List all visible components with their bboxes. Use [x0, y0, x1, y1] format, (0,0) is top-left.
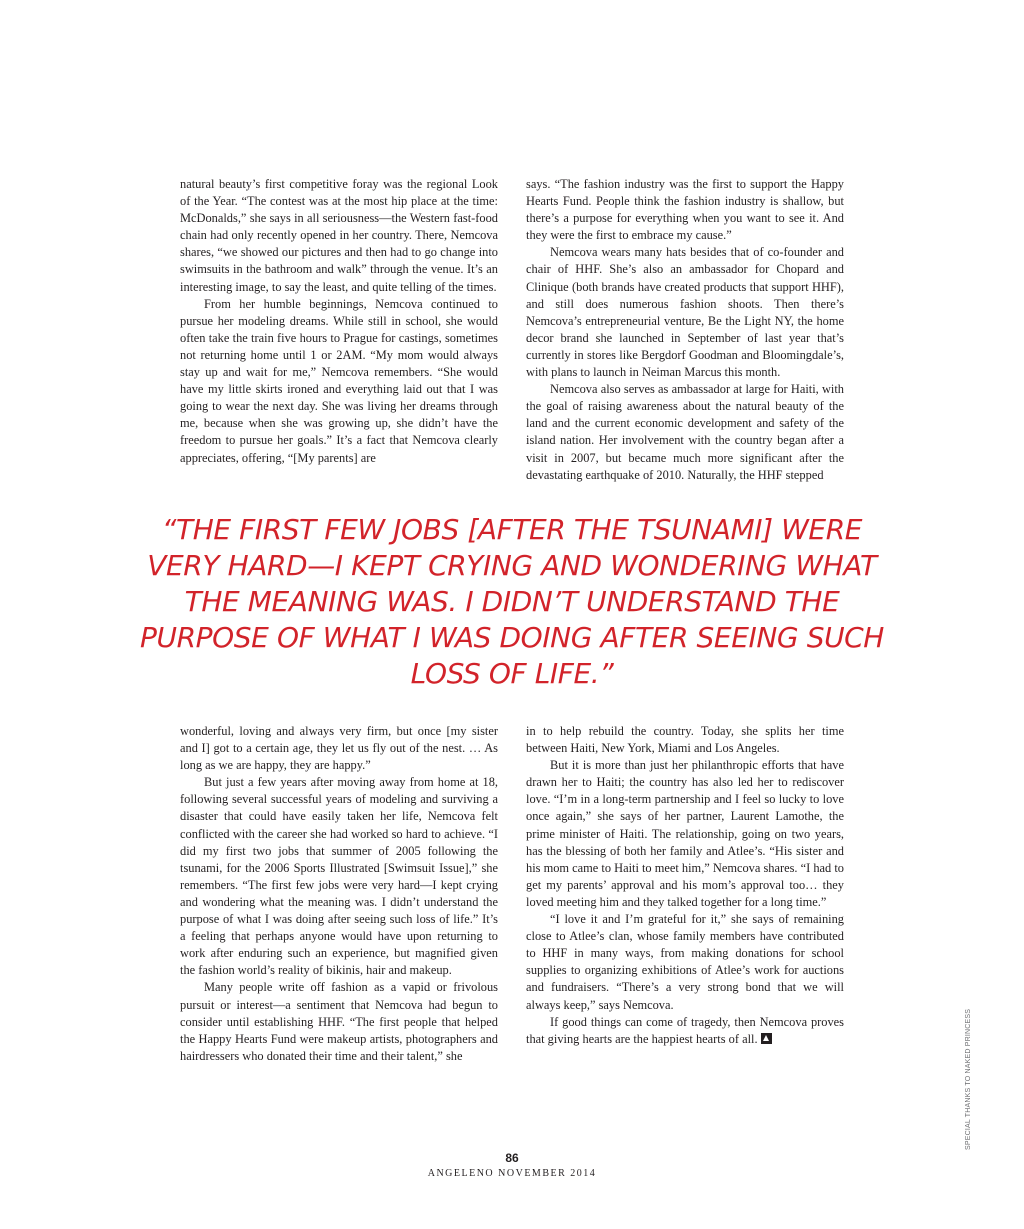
angeleno-end-mark-icon — [761, 1033, 772, 1044]
page-number: 86 — [505, 1151, 519, 1165]
paragraph: wonderful, loving and always very firm, but once [my sister and I] got to a certain age, they let us fly out of the nest. … As long as we are happy, they are happy.” — [180, 724, 498, 773]
paragraph: “I love it and I’m grateful for it,” she says of remaining close to Atlee’s clan, whose family members have contributed to HHF in many ways, from making donations for school supplies to organizing exhibitions of Atlee’s work for auctions and fundraisers. “There’s a very strong bond that we will always keep,” says Nemcova. — [526, 912, 844, 1012]
article-column-bottom-right — [526, 723, 844, 1048]
article-column-top-right — [526, 176, 844, 484]
paragraph: Nemcova wears many hats besides that of co-founder and chair of HHF. She’s also an ambassador for Chopard and Clinique (both brands have created products that support HHF), and still does numerous fashion shoots. Then there’s Nemcova’s entrepreneurial venture, Be the Light NY, the home decor brand she launched in September of last year that’s currently in stores like Bergdorf Goodman and Bloomingdale’s, with plans to launch in Neiman Marcus this month. — [526, 245, 844, 380]
pull-quote: “THE FIRST FEW JOBS [AFTER THE TSUNAMI] WERE VERY HARD—I KEPT CRYING AND WONDERING WHAT THE MEANING WAS. I DIDN’T UNDERSTAND THE PURPOSE OF WHAT I WAS DOING AFTER SEEING SUCH LOSS OF LIFE.” — [140, 513, 884, 690]
final-paragraph-text: If good things can come of tragedy, then Nemcova proves that giving hearts are the happiest hearts of all. — [526, 1014, 844, 1046]
paragraph: But just a few years after moving away from home at 18, following several successful years of modeling and surviving a disaster that could have easily taken her life, Nemcova felt conflicted with the career she had worked so hard to achieve. “I did my first two jobs that summer of 2005 following the tsunami, for the 2006 Sports Illustrated [Swimsuit Issue],” she remembers. “The first few jobs were very hard—I kept crying and wondering what the meaning was. I didn’t understand the purpose of what I was doing after seeing such loss of life.” It’s a feeling that perhaps anyone would have upon returning to work after enduring such an experience, but magnified given the fashion world’s reality of bikinis, hair and makeup. — [180, 775, 498, 978]
paragraph: says. “The fashion industry was the first to support the Happy Hearts Fund. People think the fashion industry is shallow, but there’s a purpose for everything when you want to see it. And they were the first to embrace my cause.” — [526, 177, 844, 243]
paragraph: in to help rebuild the country. Today, she splits her time between Haiti, New York, Miami and Los Angeles. — [526, 724, 844, 756]
photo-credit-text: SPECIAL THANKS TO NAKED PRINCESS — [965, 1008, 972, 1150]
paragraph: But it is more than just her philanthropic efforts that have drawn her to Haiti; the country has also led her to rediscover love. “I’m in a long-term partnership and I feel so lucky to love once again,” she says of her partner, Laurent Lamothe, the prime minister of Haiti. The relationship, going on two years, has the blessing of both her family and Atlee’s. “His sister and his mom came to Haiti to meet him,” Nemcova shares. “I had to get my parents’ approval and his mom’s approval too… they loved meeting him and they talked together for a long time.” — [526, 758, 844, 909]
article-column-bottom-left — [180, 723, 498, 1065]
paragraph: Many people write off fashion as a vapid or frivolous pursuit or interest—a sentiment that Nemcova had begun to consider until establishing HHF. “The first people that helped the Happy Hearts Fund were makeup artists, photographers and hairdressers who donated their time and their talent,” she — [180, 980, 498, 1063]
photo-credit — [965, 1000, 975, 1150]
paragraph: natural beauty’s first competitive foray was the regional Look of the Year. “The contest was at the most hip place at the time: McDonalds,” she says in all seriousness—the Western fast-food chain had only recently opened in her country. There, Nemcova shares, “we showed our pictures and then had to go change into swimsuits in the bathroom and walk” through the venue. It’s an interesting image, to say the least, and quite telling of the times. — [180, 177, 498, 294]
final-paragraph — [526, 1014, 844, 1048]
article-column-top-left — [180, 176, 498, 467]
paragraph: From her humble beginnings, Nemcova continued to pursue her modeling dreams. While still in school, she would often take the train five hours to Prague for castings, sometimes not returning home until 1 or 2AM. “My mom would always stay up and wait for me,” Nemcova remembers. “She would have my little skirts ironed and everything laid out that I was going to wear the next day. She was living her dreams through me, because when she was growing up, she didn’t have the freedom to pursue her goals.” It’s a fact that Nemcova clearly appreciates, offering, “[My parents] are — [180, 296, 498, 465]
publication-footer: ANGELENO NOVEMBER 2014 — [427, 1168, 597, 1179]
paragraph: Nemcova also serves as ambassador at large for Haiti, with the goal of raising awareness about the natural beauty of the land and the current economic development and safety of the island nation. Her involvement with the country began after a visit in 2007, but became much more significant after the devastating earthquake of 2010. Naturally, the HHF stepped — [526, 382, 844, 482]
